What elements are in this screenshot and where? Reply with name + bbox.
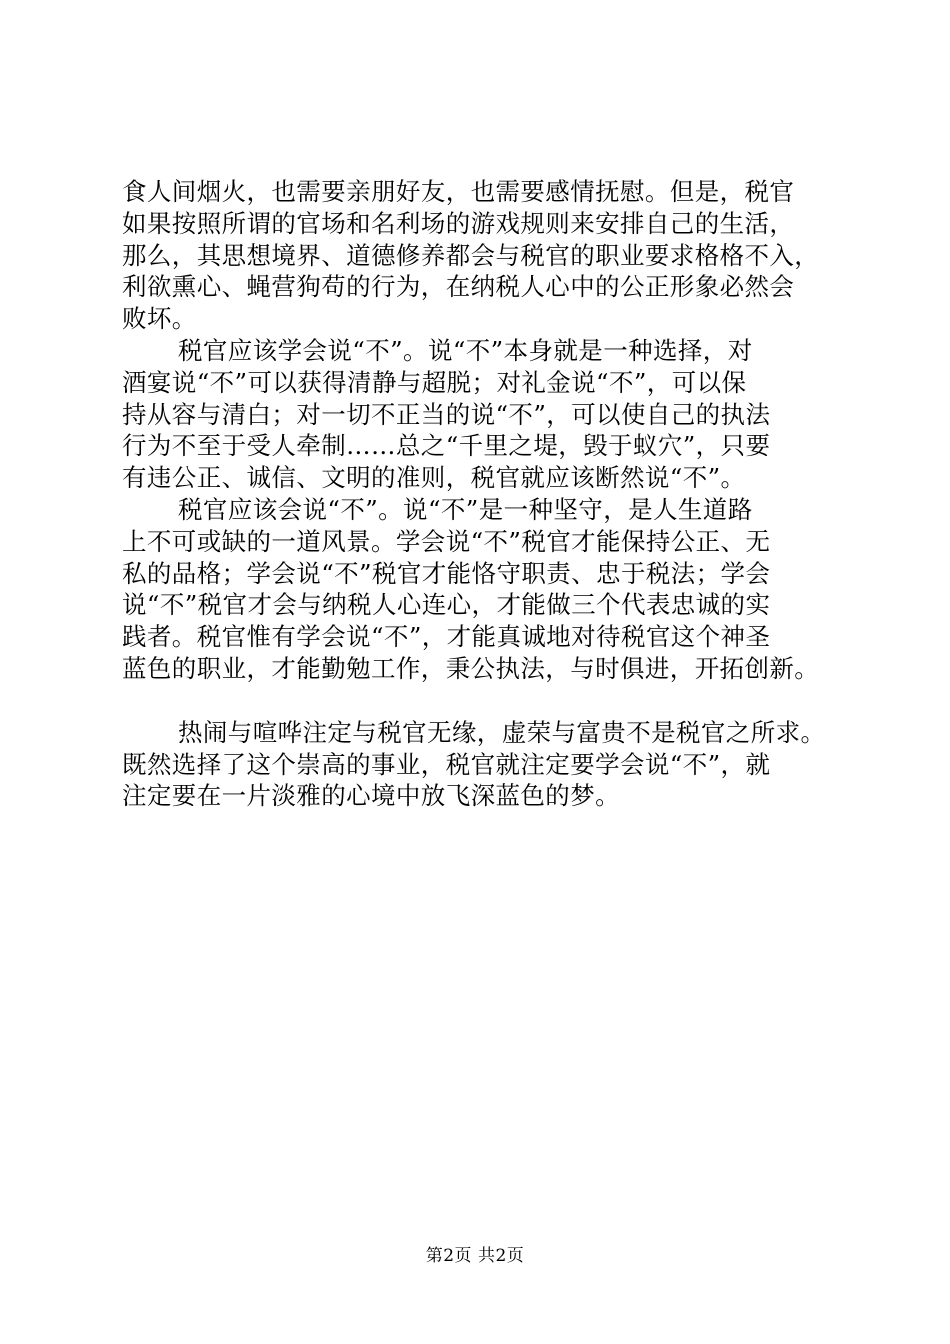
text-line: 注定要在一片淡雅的心境中放飞深蓝色的梦。 bbox=[122, 781, 620, 811]
text-line: 既然选择了这个崇高的事业，税官就注定要学会说“不”，就 bbox=[122, 749, 771, 779]
paragraph-start-line: 税官应该学会说“不”。说“不”本身就是一种选择，对 bbox=[178, 335, 753, 365]
text-line: 那么，其思想境界、道德修养都会与税官的职业要求格格不入， bbox=[122, 240, 820, 270]
body-text bbox=[122, 176, 842, 812]
text-line: 酒宴说“不”可以获得清静与超脱；对礼金说“不”，可以保 bbox=[122, 367, 747, 397]
paragraph-start-line: 税官应该会说“不”。说“不”是一种坚守，是人生道路 bbox=[178, 494, 753, 524]
text-line: 蓝色的职业，才能勤勉工作，秉公执法，与时俱进，开拓创新。 bbox=[122, 653, 820, 683]
paragraph-start-line: 热闹与喧哗注定与税官无缘，虚荣与富贵不是税官之所求。 bbox=[178, 717, 826, 747]
text-line: 践者。税官惟有学会说“不”，才能真诚地对待税官这个神圣 bbox=[122, 622, 771, 652]
text-line: 败坏。 bbox=[122, 304, 197, 334]
text-line: 有违公正、诚信、文明的准则，税官就应该断然说“不”。 bbox=[122, 463, 746, 493]
text-line: 说“不”税官才会与纳税人心连心，才能做三个代表忠诚的实 bbox=[122, 590, 771, 620]
text-line: 私的品格；学会说“不”税官才能恪守职责、忠于税法；学会 bbox=[122, 558, 771, 588]
page-number-footer: 第2页 共2页 bbox=[425, 1246, 525, 1266]
text-line: 上不可或缺的一道风景。学会说“不”税官才能保持公正、无 bbox=[122, 526, 771, 556]
text-line: 行为不至于受人牵制……总之“千里之堤，毁于蚁穴”，只要 bbox=[122, 431, 771, 461]
text-line: 持从容与清白；对一切不正当的说“不”，可以使自己的执法 bbox=[122, 399, 771, 429]
paragraph-gap bbox=[122, 685, 842, 717]
text-line: 如果按照所谓的官场和名利场的游戏规则来安排自己的生活， bbox=[122, 208, 795, 238]
text-line: 利欲熏心、蝇营狗苟的行为，在纳税人心中的公正形象必然会 bbox=[122, 272, 795, 302]
text-line: 食人间烟火，也需要亲朋好友，也需要感情抚慰。但是，税官 bbox=[122, 177, 795, 206]
